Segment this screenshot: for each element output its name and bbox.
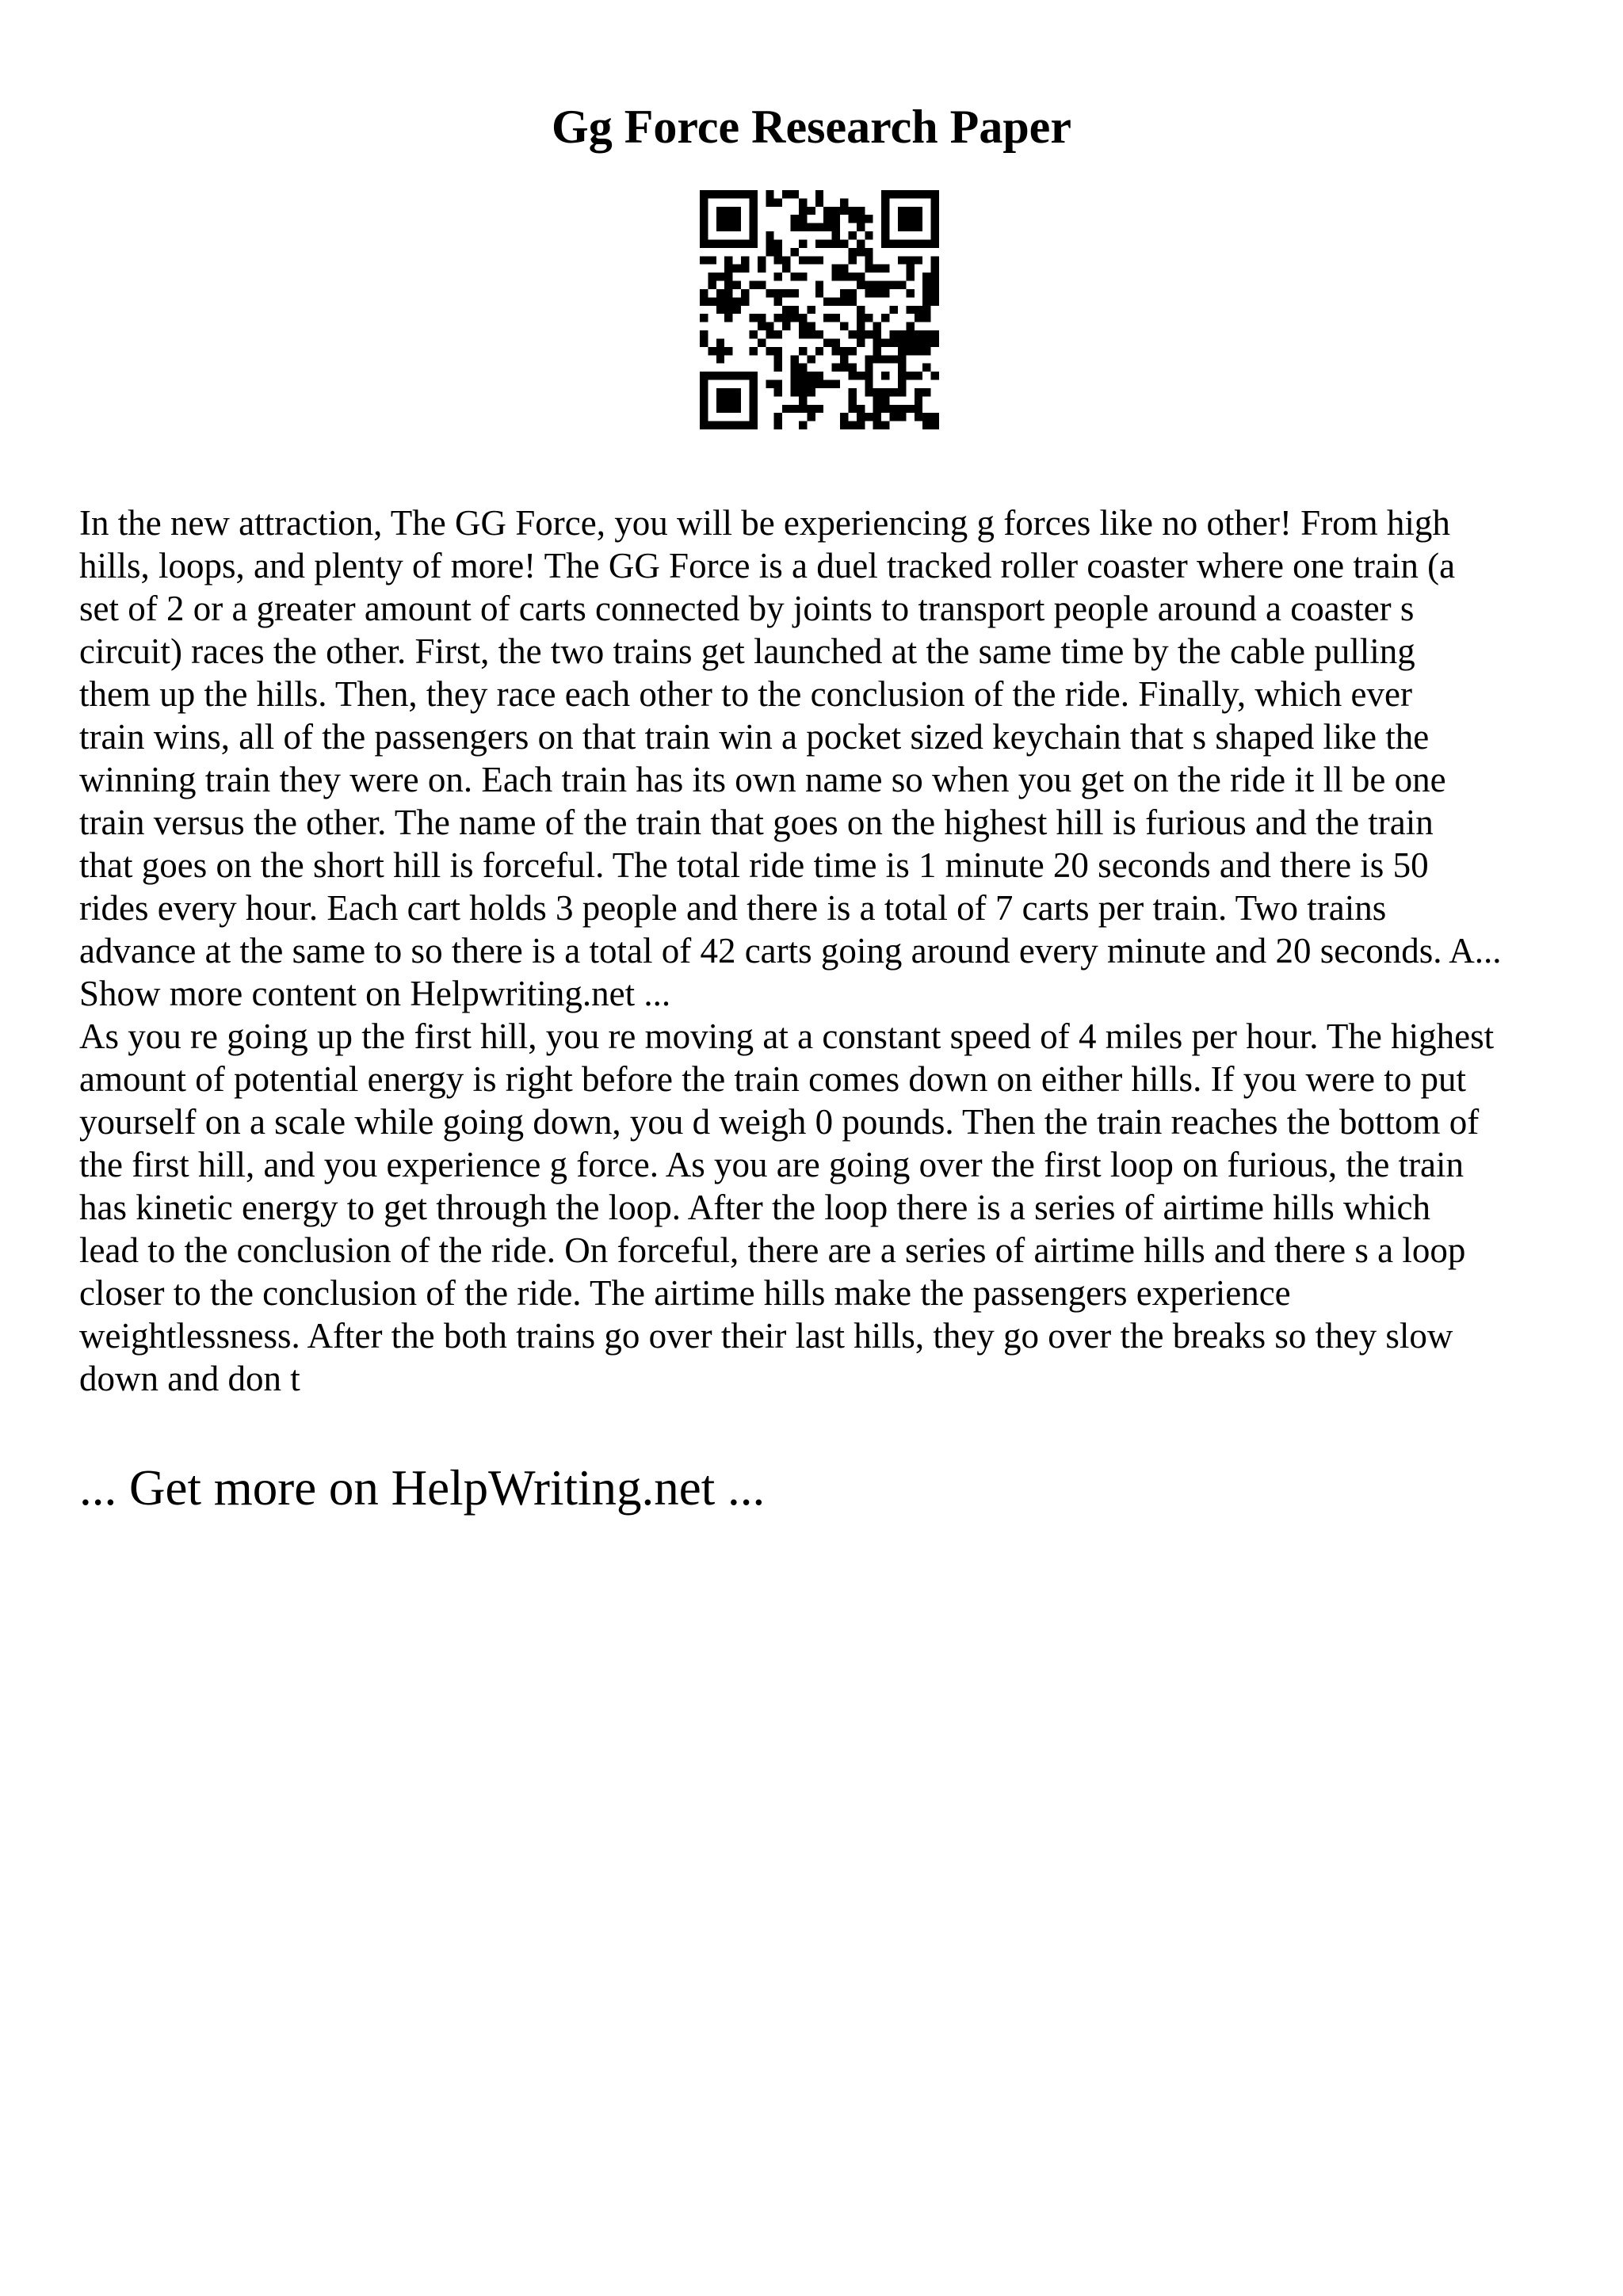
text-line: yourself on a scale while going down, you d weigh 0 pounds. Then the train reaches the bottom of [79, 1102, 1480, 1142]
text-line: circuit) races the other. First, the two trains get launched at the same time by the cable pulling [79, 631, 1415, 671]
show-more-link[interactable]: Show more content on Helpwriting.net ... [79, 974, 671, 1013]
text-line: closer to the conclusion of the ride. The airtime hills make the passengers experience [79, 1273, 1291, 1313]
get-more-link[interactable]: ... Get more on HelpWriting.net ... [79, 1460, 766, 1516]
text-line: amount of potential energy is right before the train comes down on either hills. If you were to put [79, 1059, 1466, 1099]
text-line: advance at the same to so there is a total of 42 carts going around every minute and 20 seconds. A... [79, 931, 1502, 971]
text-line: train versus the other. The name of the train that goes on the highest hill is furious and the train [79, 803, 1434, 842]
text-line: As you re going up the first hill, you re moving at a constant speed of 4 miles per hour. The highest [79, 1016, 1495, 1056]
text-line: weightlessness. After the both trains go over their last hills, they go over the breaks so they slow [79, 1316, 1453, 1356]
text-line: the first hill, and you experience g force. As you are going over the first loop on furious, the train [79, 1145, 1465, 1184]
text-line: train wins, all of the passengers on that train win a pocket sized keychain that s shaped like the [79, 717, 1430, 757]
text-line: hills, loops, and plenty of more! The GG Force is a duel tracked roller coaster where one train (a [79, 546, 1456, 585]
text-line: down and don t [79, 1359, 300, 1398]
qr-code-icon [700, 190, 939, 429]
page-title: Gg Force Research Paper [552, 101, 1071, 153]
text-line: winning train they were on. Each train has its own name so when you get on the ride it ll be one [79, 760, 1446, 799]
text-line: lead to the conclusion of the ride. On forceful, there are a series of airtime hills and there s a loop [79, 1230, 1466, 1270]
text-line: set of 2 or a greater amount of carts connected by joints to transport people around a coaster s [79, 589, 1415, 628]
text-line: them up the hills. Then, they race each other to the conclusion of the ride. Finally, which ever [79, 674, 1412, 714]
paragraph-intro [79, 502, 1601, 1015]
text-line: has kinetic energy to get through the loop. After the loop there is a series of airtime hills which [79, 1188, 1430, 1227]
text-line: rides every hour. Each cart holds 3 people and there is a total of 7 carts per train. Two trains [79, 888, 1387, 928]
text-line: that goes on the short hill is forceful. The total ride time is 1 minute 20 seconds and there is 50 [79, 845, 1429, 885]
text-line: In the new attraction, The GG Force, you will be experiencing g forces like no other! From high [79, 503, 1450, 543]
paragraph-ride-physics [79, 1015, 1601, 1400]
